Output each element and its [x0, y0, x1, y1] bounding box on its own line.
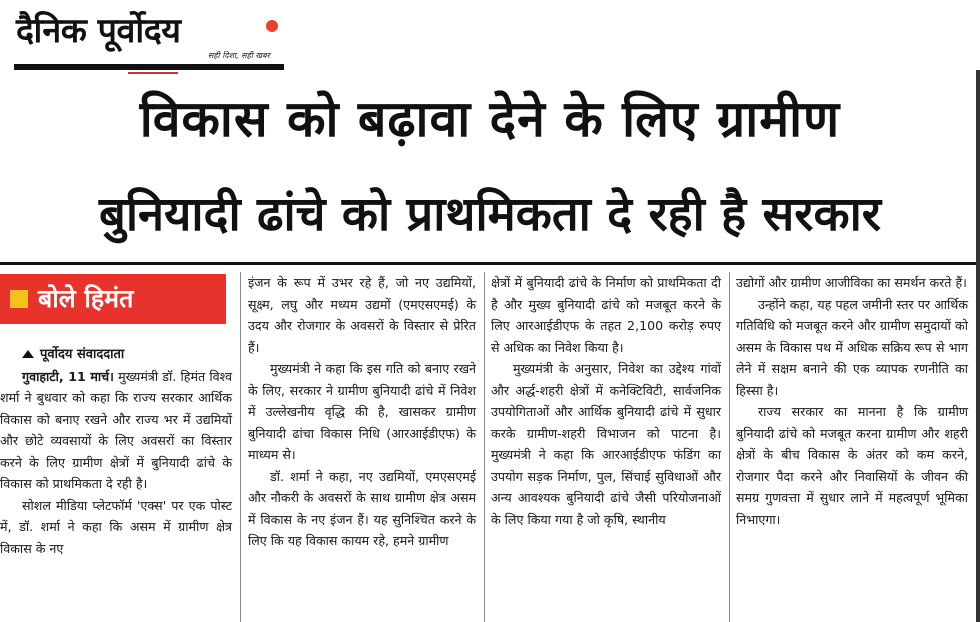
logo-dot-icon: [266, 20, 278, 32]
article-paragraph: मुख्यमंत्री के अनुसार, निवेश का उद्देश्य गांवों और अर्द्ध-शहरी क्षेत्रों में कनेक्टिविटी, सार्वजनिक उपयोगिताओं और आर्थिक बुनियादी ढांचे में सुधार करके ग्रामीण-शहरी विभाजन को पाटना है। मुख्यमंत्री ने कहा कि आरआईडीएफ फंडिंग का उपयोग सड़क निर्माण, पुल, सिंचाई सुविधाओं और अन्य आवश्यक बुनियादी ढांचे जैसी परियोजनाओं के लिए किया गया है जो कृषि, स्थानीय: [491, 361, 721, 527]
article-paragraph: क्षेत्रों में बुनियादी ढांचे के निर्माण को प्राथमिकता दी है और मुख्य बुनियादी ढांचे को मजबूत करने के लिए आरआईडीएफ के तहत 2,100 करोड़ रुपए से अधिक का निवेश किया है।: [491, 275, 721, 355]
article-column-1: [0, 272, 232, 559]
headline-divider: [0, 262, 980, 265]
byline: [0, 344, 232, 366]
headline-line-1: विकास को बढ़ावा देने के लिए ग्रामीण: [139, 90, 841, 148]
article-column-4: [736, 272, 968, 530]
article-paragraph: सोशल मीडिया प्लेटफॉर्म 'एक्स' पर एक पोस्ट में, डॉ. शर्मा ने कहा कि असम में ग्रामीण क्षेत्र विकास के नए: [0, 497, 232, 556]
column-divider: [729, 272, 730, 622]
masthead-accent-line: [128, 72, 178, 74]
article-paragraph: उन्होंने कहा, यह पहल जमीनी स्तर पर आर्थिक गतिविधि को मजबूत करने और ग्रामीण समुदायों को असम के विकास पथ में अधिक सक्रिय रूप से भाग लेने में सक्षम बनाने की एक व्यापक रणनीति का हिस्सा है।: [736, 296, 968, 398]
page-edge-rule: [976, 70, 980, 622]
article-paragraph: इंजन के रूप में उभर रहे हैं, जो नए उद्यमियों, सूक्ष्म, लघु और मध्यम उद्यमों (एमएसएमई) के उदय और रोजगार के अवसरों के विस्तार से प्रेरित हैं।: [248, 275, 476, 355]
byline-text: पूर्वोदय संवाददाता: [40, 347, 125, 362]
column-divider: [484, 272, 485, 622]
kicker-box: [0, 274, 226, 324]
kicker-square-icon: [10, 290, 28, 308]
article-column-2: [248, 272, 476, 552]
article-paragraph: [0, 366, 232, 495]
headline-line-2: बुनियादी ढांचे को प्राथमिकता दे रही है सरकार: [99, 187, 881, 242]
masthead-logo: [8, 6, 284, 70]
newspaper-name: दैनिक पूर्वोदय: [16, 11, 181, 51]
article-paragraph: राज्य सरकार का मानना है कि ग्रामीण बुनियादी ढांचे को मजबूत करना ग्रामीण और शहरी क्षेत्रों के बीच विकास के अंतर को कम करने, रोजगार पैदा करने और निवासियों के जीवन की समग्र गुणवत्ता में सुधार लाने में महत्वपूर्ण भूमिका निभाएगा।: [736, 404, 968, 527]
dateline: गुवाहाटी, 11 मार्च।: [22, 368, 114, 384]
column-divider: [240, 272, 241, 622]
paragraph-text: मुख्यमंत्री डॉ. हिमंत विश्व शर्मा ने बुधवार को कहा कि राज्य सरकार आर्थिक विकास को बनाए रखने और राज्य भर में उद्यमियों और छोटे व्यवसायों के लिए अवसरों का विस्तार करने के लिए ग्रामीण क्षेत्रों में बुनियादी ढांचे के विकास को प्राथमिकता दे रही है।: [0, 368, 232, 491]
kicker-label: बोले हिमंत: [38, 284, 134, 313]
masthead-underline: [14, 64, 284, 70]
article-column-3: [491, 272, 721, 530]
article-paragraph: उद्योगों और ग्रामीण आजीविका का समर्थन करते हैं।: [736, 275, 967, 290]
byline-triangle-icon: [22, 350, 34, 358]
article-paragraph: डॉ. शर्मा ने कहा, नए उद्यमियों, एमएसएमई और नौकरी के अवसरों के साथ ग्रामीण क्षेत्र असम में विकास के नए इंजन हैं। यह सुनिश्चित करने के लिए कि यह विकास कायम रहे, हमने ग्रामीण: [248, 468, 476, 548]
newspaper-tagline: सही दिशा, सही खबर: [208, 51, 270, 60]
article-paragraph: मुख्यमंत्री ने कहा कि इस गति को बनाए रखने के लिए, सरकार ने ग्रामीण बुनियादी ढांचे में निवेश में उल्लेखनीय वृद्धि की है, खासकर ग्रामीण बुनियादी ढांचा विकास निधि (आरआईडीएफ) के माध्यम से।: [248, 361, 476, 462]
